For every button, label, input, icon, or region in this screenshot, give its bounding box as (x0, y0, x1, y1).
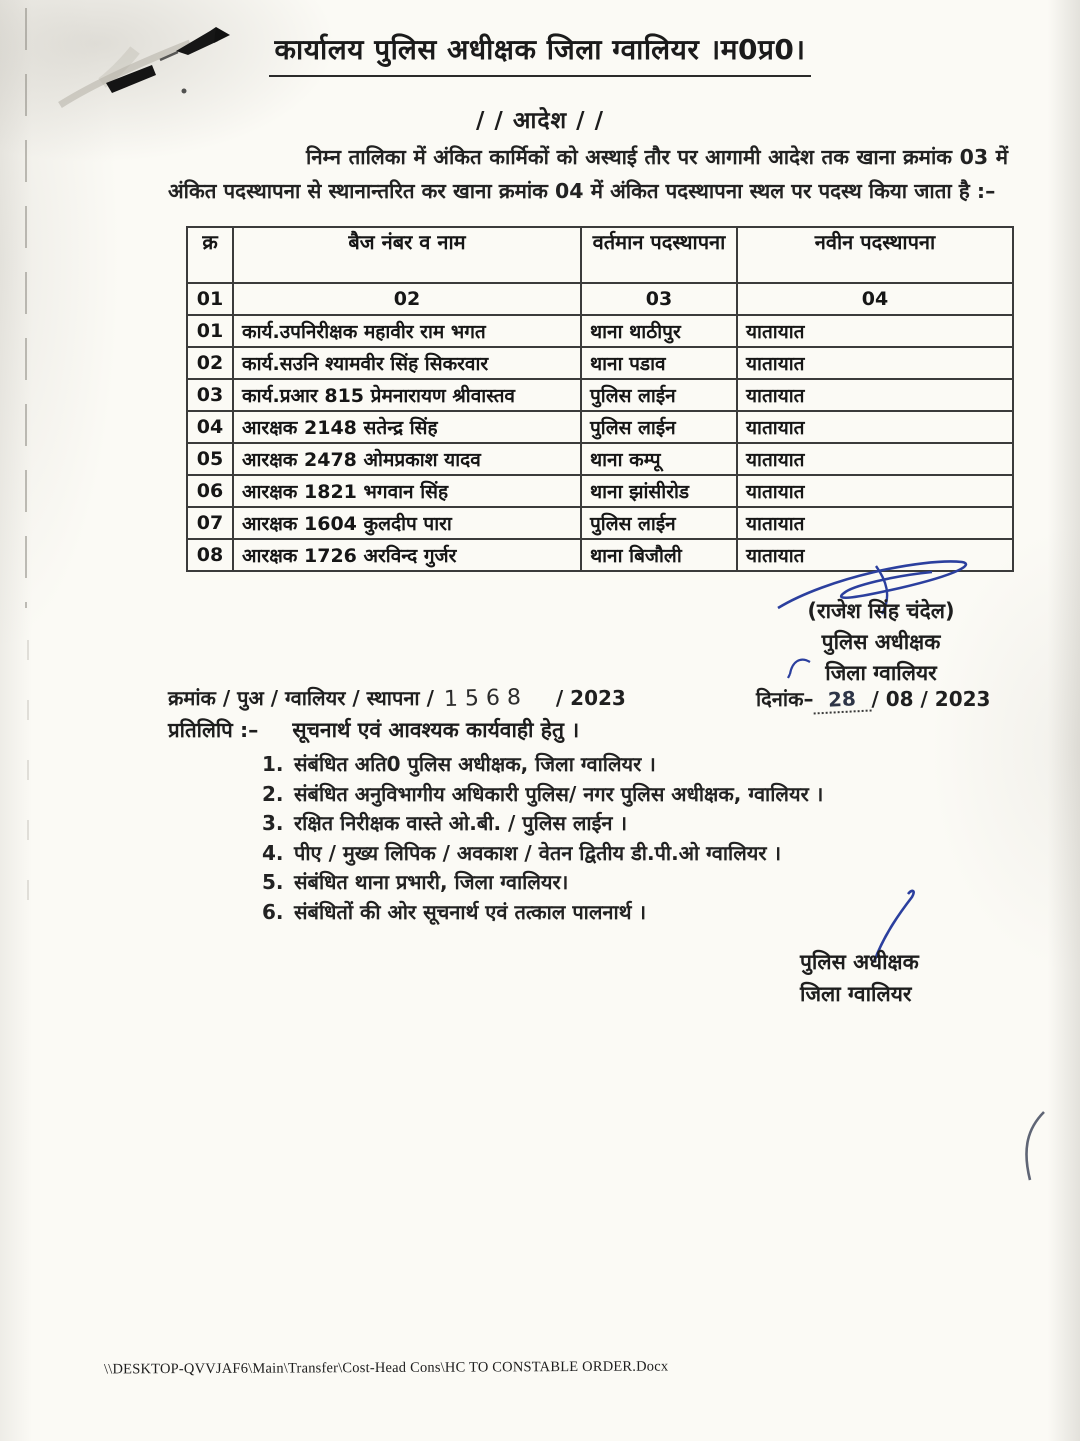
row-name: आरक्षक 1821 भगवान सिंह (233, 475, 581, 507)
copy-heading: सूचनार्थ एवं आवश्यक कार्यवाही हेतु । (292, 718, 580, 742)
header-sno: क्र (187, 227, 233, 283)
row-new: यातायात (737, 315, 1013, 347)
scan-edge-line-lower (27, 640, 29, 940)
signatory-designation: पुलिस अधीक्षक (821, 630, 941, 654)
row-name: आरक्षक 1726 अरविन्द गुर्जर (233, 539, 581, 571)
row-name: आरक्षक 1604 कुलदीप पारा (233, 507, 581, 539)
list-item-number: 6. (262, 899, 284, 924)
row-current: पुलिस लाईन (581, 411, 737, 443)
row-new: यातायात (737, 507, 1013, 539)
list-item-text: संबंधितों की ओर सूचनार्थ एवं तत्काल पालनार्थ । (294, 899, 647, 924)
scan-edge-line (25, 8, 27, 608)
table-row (187, 443, 1013, 475)
list-item-number: 3. (262, 811, 284, 835)
page-title-text: कार्यालय पुलिस अधीक्षक जिला ग्वालियर ।म0प्र0। (269, 30, 812, 77)
row-name: कार्य.प्रआर 815 प्रेमनारायण श्रीवास्तव (233, 379, 581, 411)
table-header-row (187, 227, 1013, 283)
row-new: यातायात (737, 347, 1013, 379)
date-label: दिनांक– (756, 687, 814, 711)
header-new: नवीन पदस्थापना (737, 227, 1013, 283)
intro-paragraph: निम्न तालिका में अंकित कार्मिकों को अस्थाई तौर पर आगामी आदेश तक खाना क्रमांक 03 में अंकित पदस्थापना से स्थानान्तरित कर खाना क्रमांक 04 में अंकित पदस्थापना स्थल पर पदस्थ किया जाता है :– (168, 145, 1008, 203)
row-current: थाना बिजौली (581, 539, 737, 571)
bottom-signatory-designation: पुलिस अधीक्षक (800, 950, 919, 974)
list-item-text: संबंधित अति0 पुलिस अधीक्षक, जिला ग्वालियर । (294, 752, 656, 776)
row-name: कार्य.उपनिरीक्षक महावीर राम भगत (233, 315, 581, 347)
list-item-text: रक्षित निरीक्षक वास्ते ओ.बी. / पुलिस लाईन । (294, 811, 628, 835)
row-sno: 04 (187, 411, 233, 443)
list-item (262, 839, 982, 869)
row-current: थाना पडाव (581, 347, 737, 379)
table-row (187, 411, 1013, 443)
header-current: वर्तमान पदस्थापना (581, 227, 737, 283)
table-row (187, 507, 1013, 539)
column-number-row (187, 283, 1013, 315)
pen-tick-mark (786, 652, 814, 680)
colnum-4: 04 (737, 283, 1013, 315)
bottom-signatory-district: जिला ग्वालियर (800, 982, 912, 1006)
row-name: आरक्षक 2478 ओमप्रकाश यादव (233, 443, 581, 475)
list-item (262, 809, 982, 839)
table-row (187, 379, 1013, 411)
row-new: यातायात (737, 475, 1013, 507)
list-item-number: 4. (262, 840, 284, 865)
header-name: बैज नंबर व नाम (233, 227, 581, 283)
date-day-handwritten: 28 (813, 686, 872, 715)
row-sno: 08 (187, 539, 233, 571)
table-row (187, 347, 1013, 379)
list-item-number: 5. (262, 870, 284, 894)
row-new: यातायात (737, 411, 1013, 443)
table-row (187, 315, 1013, 347)
row-sno: 01 (187, 315, 233, 347)
signatory-name: (राजेश सिंह चंदेल) (807, 599, 955, 623)
reference-prefix: क्रमांक / पुअ / ग्वालियर / स्थापना / (168, 686, 434, 710)
row-current: पुलिस लाईन (581, 379, 737, 411)
row-sno: 02 (187, 347, 233, 379)
row-sno: 07 (187, 507, 233, 539)
list-item-text: पीए / मुख्य लिपिक / अवकाश / वेतन द्वितीय डी.पी.ओ ग्वालियर । (294, 840, 782, 865)
list-item-number: 2. (262, 781, 284, 806)
list-item (262, 750, 982, 780)
colnum-2: 02 (233, 283, 581, 315)
date-part (756, 685, 990, 713)
row-current: थाना थाठीपुर (581, 315, 737, 347)
list-item-number: 1. (262, 752, 284, 776)
colnum-3: 03 (581, 283, 737, 315)
copy-label: प्रतिलिपि :– (168, 718, 259, 742)
row-sno: 05 (187, 443, 233, 475)
row-name: आरक्षक 2148 सतेन्द्र सिंह (233, 411, 581, 443)
row-new: यातायात (737, 539, 1013, 571)
row-name: कार्य.सउनि श्यामवीर सिंह सिकरवार (233, 347, 581, 379)
colnum-1: 01 (187, 283, 233, 315)
row-new: यातायात (737, 379, 1013, 411)
list-item-text: संबंधित अनुविभागीय अधिकारी पुलिस/ नगर पुलिस अधीक्षक, ग्वालियर । (294, 781, 824, 806)
row-current: थाना कम्पू (581, 443, 737, 475)
footer-file-path: \\DESKTOP-QVVJAF6\Main\Transfer\Cost-Head Cons\HC TO CONSTABLE ORDER.Docx (103, 1358, 669, 1378)
list-item (262, 780, 982, 810)
bottom-signature-block (800, 946, 1010, 1010)
pen-curve-mark (1012, 1108, 1058, 1192)
order-heading: / / आदेश / / (476, 108, 604, 134)
row-sno: 06 (187, 475, 233, 507)
reference-year: / 2023 (555, 686, 626, 710)
row-sno: 03 (187, 379, 233, 411)
copy-section-header (168, 716, 928, 744)
row-current: थाना झांसीरोड (581, 475, 737, 507)
reference-number-handwritten: 1568 (443, 684, 529, 713)
reference-line (168, 684, 1028, 718)
date-suffix: / 08 / 2023 (871, 687, 991, 711)
table-row (187, 475, 1013, 507)
signatory-district: जिला ग्वालियर (825, 661, 937, 685)
transfer-table (186, 226, 1014, 572)
row-current: पुलिस लाईन (581, 507, 737, 539)
page-title (0, 30, 1080, 77)
row-new: यातायात (737, 443, 1013, 475)
list-item-text: संबंधित थाना प्रभारी, जिला ग्वालियर। (294, 870, 569, 894)
